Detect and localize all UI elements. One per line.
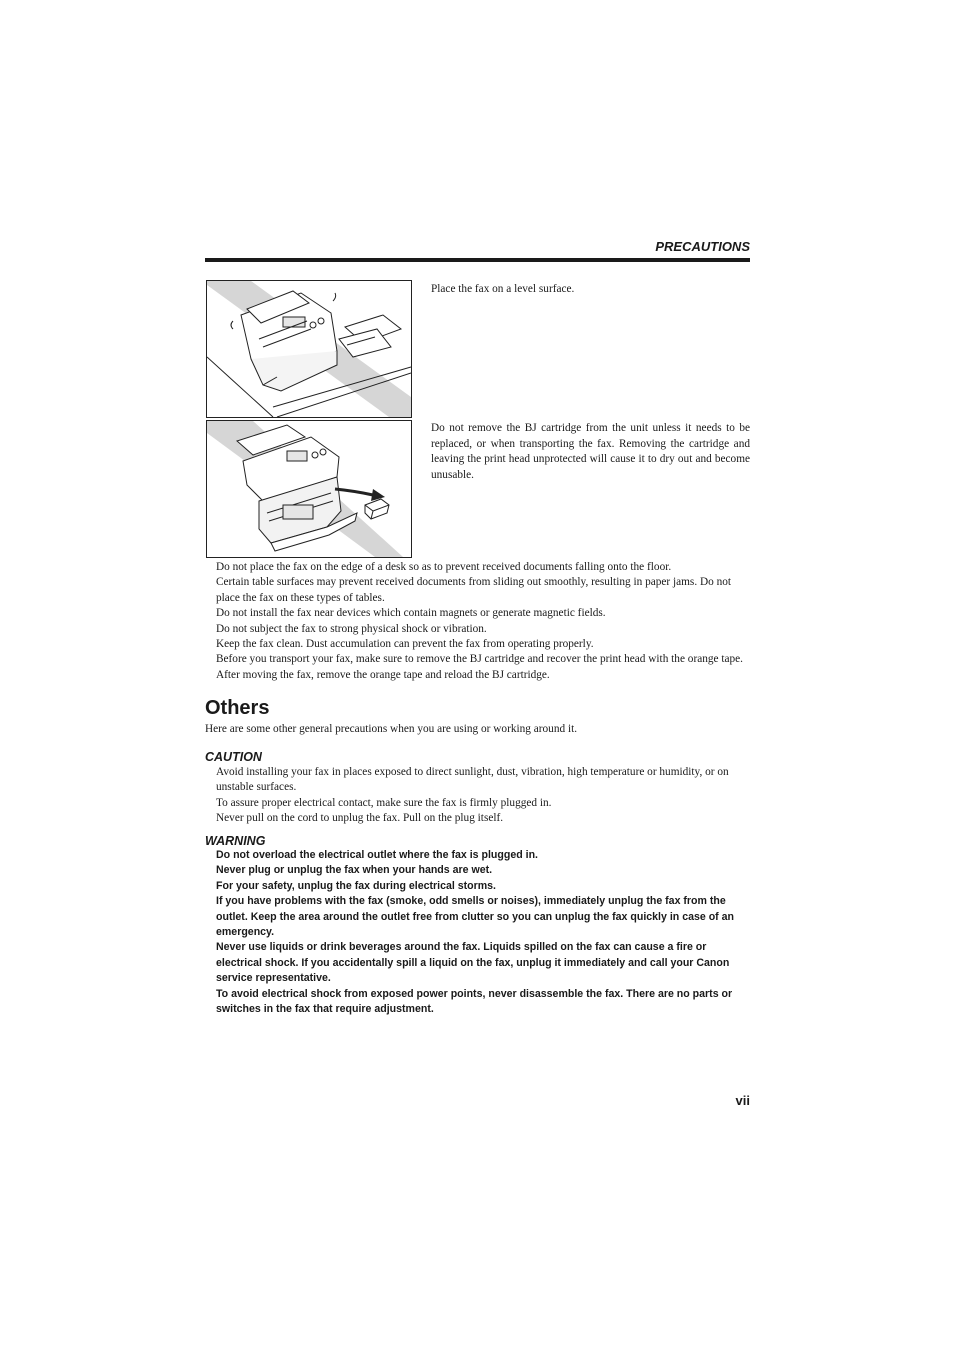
- warning-heading: WARNING: [205, 834, 266, 848]
- list-item: Never use liquids or drink beverages around the fax. Liquids spilled on the fax can cause a fire or electrical shock. If you accidentally spill a liquid on the fax, unplug it immediately and call your Canon service representative.: [216, 941, 730, 985]
- section-title-others: Others: [205, 697, 270, 719]
- list-item: Do not install the fax near devices which contain magnets or generate magnetic fields.: [216, 607, 606, 620]
- list-item: To avoid electrical shock from exposed power points, never disassemble the fax. There are no parts or switches in the fax that require adjustment.: [216, 987, 733, 1016]
- level-surface-note: Place the fax on a level surface.: [431, 283, 575, 295]
- placement-precautions-list: [216, 560, 750, 683]
- list-item: To assure proper electrical contact, make sure the fax is firmly plugged in.: [216, 796, 552, 809]
- list-item: Avoid installing your fax in places exposed to direct sunlight, dust, vibration, high temperature or humidity, or on unstable surfaces.: [216, 766, 729, 794]
- list-item: Do not overload the electrical outlet where the fax is plugged in.: [216, 849, 538, 861]
- list-item: Never pull on the cord to unplug the fax. Pull on the plug itself.: [216, 812, 504, 825]
- caution-list: [216, 765, 750, 827]
- page-number: vii: [735, 1093, 750, 1108]
- others-intro: Here are some other general precautions when you are using or working around it.: [205, 723, 578, 735]
- caution-heading: CAUTION: [205, 750, 262, 764]
- header-rule: [205, 258, 750, 262]
- list-item: Do not place the fax on the edge of a desk so as to prevent received documents falling onto the floor.: [216, 561, 672, 573]
- fax-on-edge-prohibited-illustration: [206, 280, 412, 418]
- list-item: Keep the fax clean. Dust accumulation can prevent the fax from operating properly.: [216, 638, 594, 651]
- list-item: If you have problems with the fax (smoke, odd smells or noises), immediately unplug the fax from the outlet. Keep the area around the outlet free from clutter so you can unplug the fax quickly in case of an emergency.: [216, 895, 735, 939]
- list-item: Never plug or unplug the fax when your hands are wet.: [216, 864, 493, 877]
- running-header: PRECAUTIONS: [655, 239, 750, 254]
- list-item: For your safety, unplug the fax during electrical storms.: [216, 879, 497, 892]
- list-item: Do not subject the fax to strong physical shock or vibration.: [216, 622, 487, 635]
- list-item: Certain table surfaces may prevent received documents from sliding out smoothly, resulting in paper jams. Do not place the fax on these types of tables.: [216, 576, 732, 604]
- list-item: Before you transport your fax, make sure to remove the BJ cartridge and recover the print head with the orange tape. After moving the fax, remove the orange tape and reload the BJ cartridge.: [216, 653, 743, 681]
- fax-cartridge-removal-prohibited-illustration: [206, 420, 412, 558]
- warning-list: [216, 848, 750, 1017]
- cartridge-note: Do not remove the BJ cartridge from the unit unless it needs to be replaced, or when transporting the fax. Removing the cartridge and leaving the print head unprotected will cause it to dry out and become unusable.: [431, 422, 750, 481]
